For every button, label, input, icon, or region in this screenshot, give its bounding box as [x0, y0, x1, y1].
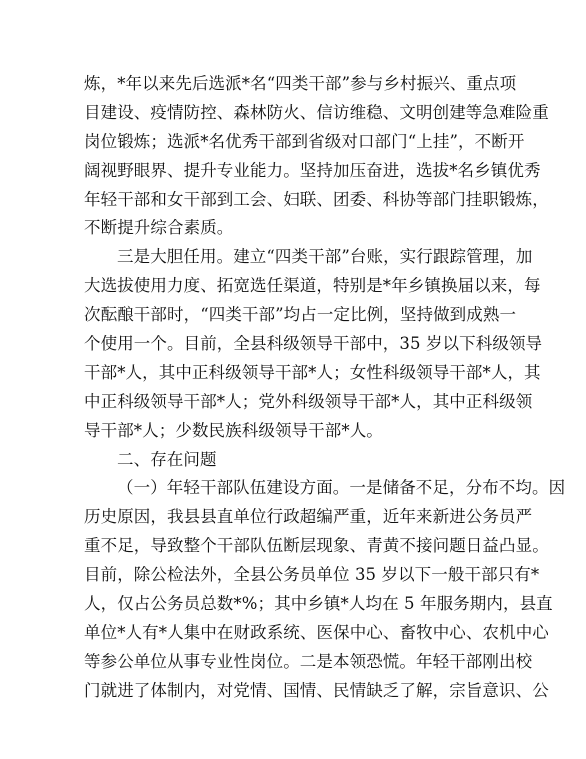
text-line: 不断提升综合素质。	[84, 218, 234, 238]
text-line: 阔视野眼界、提升专业能力。坚持加压奋进，选拔*名乡镇优秀	[84, 160, 541, 180]
text-line: 单位*人有*人集中在财政系统、医保中心、畜牧中心、农机中心	[84, 622, 549, 642]
text-line: 目前，除公检法外，全县公务员单位 35 岁以下一般干部只有*	[84, 565, 540, 585]
text-line: 年轻干部和女干部到工会、妇联、团委、科协等部门挂职锻炼，	[84, 189, 549, 209]
paragraph-appointment	[84, 243, 543, 445]
text-line: 人，仅占公务员总数*%；其中乡镇*人均在 5 年服务期内，县直	[84, 594, 553, 614]
paragraph-training	[84, 70, 549, 243]
text-line: 干部*人，其中正科级领导干部*人；女性科级领导干部*人，其	[84, 362, 541, 382]
text-line: 大选拔使用力度、拓宽选任渠道，特别是*年乡镇换届以来，每	[84, 276, 541, 296]
text-line: 等参公单位从事专业性岗位。二是本领恐慌。年轻干部刚出校	[84, 651, 533, 671]
text-line: 目建设、疫情防控、森林防火、信访维稳、文明创建等急难险重	[84, 102, 549, 122]
text-line: 炼，*年以来先后选派*名“四类干部”参与乡村振兴、重点项	[84, 74, 517, 93]
text-line: 历史原因，我县县直单位行政超编严重，近年来新进公务员严	[84, 507, 533, 527]
text-line: 门就进了体制内，对党情、国情、民情缺乏了解，宗旨意识、公	[84, 680, 549, 700]
text-line: 重不足，导致整个干部队伍断层现象、青黄不接问题日益凸显。	[84, 536, 549, 556]
text-line: 个使用一个。目前，全县科级领导干部中，35 岁以下科级领导	[84, 334, 543, 354]
text-line: 次酝酿干部时，“四类干部”均占一定比例，坚持做到成熟一	[84, 305, 517, 325]
paragraph-problems	[84, 474, 566, 705]
text-line: 三是大胆任用。建立“四类干部”台账，实行跟踪管理，加	[117, 247, 533, 267]
document-body	[84, 70, 566, 706]
text-line: （一）年轻干部队伍建设方面。一是储备不足，分布不均。因	[117, 478, 566, 498]
text-line: 导干部*人；少数民族科级领导干部*人。	[84, 420, 383, 440]
text-line: 中正科级领导干部*人；党外科级领导干部*人，其中正科级领	[84, 391, 533, 411]
section-heading: 二、存在问题	[117, 449, 217, 469]
text-line: 岗位锻炼；选派*名优秀干部到省级对口部门“上挂”，不断开	[84, 131, 525, 151]
